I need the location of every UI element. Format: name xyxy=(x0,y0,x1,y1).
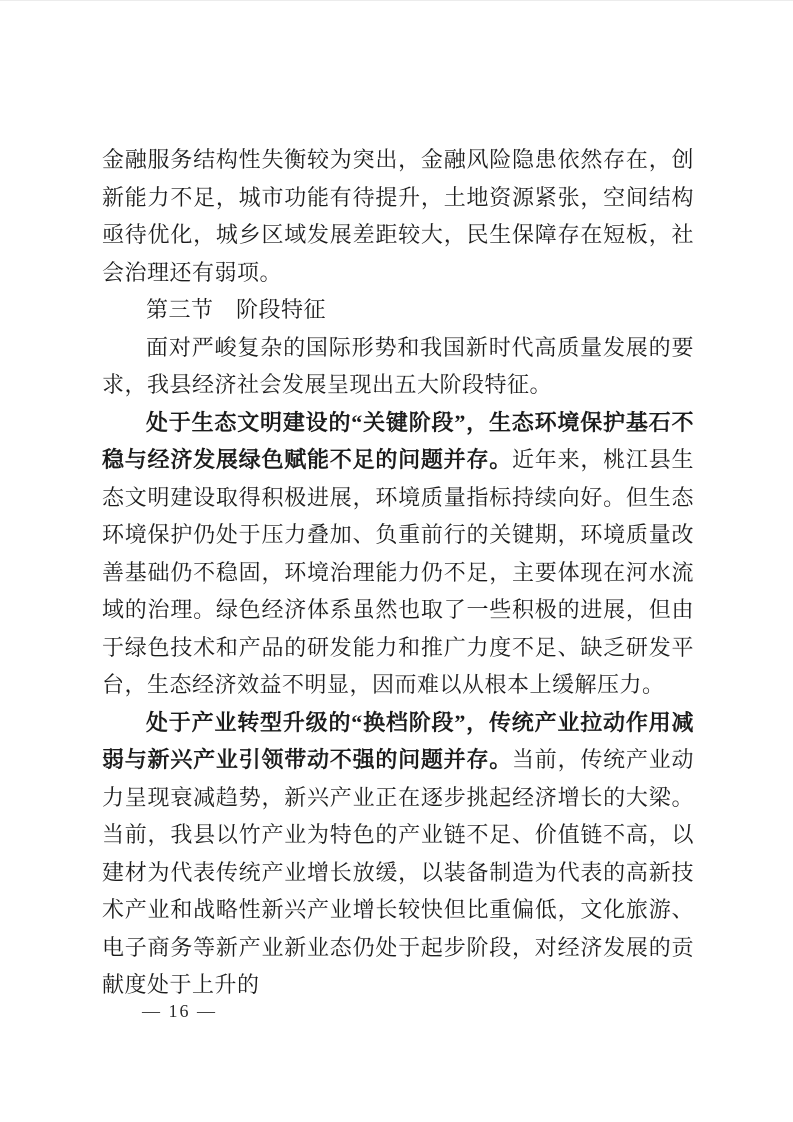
paragraph-intro: 面对严峻复杂的国际形势和我国新时代高质量发展的要求，我县经济社会发展呈现出五大阶段特征。 xyxy=(102,334,694,397)
document-body xyxy=(102,141,694,1004)
stage-ecology-lead-bold: 处于生态文明建设的“关键阶段”，生态环境保护基石不稳与经济发展绿色赋能不足的问题并存。 xyxy=(102,409,694,472)
stage-industry-body-text: 当前，传统产业动力呈现衰减趋势，新兴产业正在逐步挑起经济增长的大梁。当前，我县以竹产业为特色的产业链不足、价值链不高，以建材为代表传统产业增长放缓，以装备制造为代表的高新技术产业和战略性新兴产业增长较快但比重偏低，文化旅游、电子商务等新产业新业态仍处于起步阶段，对经济发展的贡献度处于上升的 xyxy=(102,747,694,997)
stage-ecology-body-text: 近年来，桃江县生态文明建设取得积极进展，环境质量指标持续向好。但生态环境保护仍处于压力叠加、负重前行的关键期，环境质量改善基础仍不稳固，环境治理能力仍不足，主要体现在河水流域的治理。绿色经济体系虽然也取了一些积极的进展，但由于绿色技术和产品的研发能力和推广力度不足、缺乏研发平台，生态经济效益不明显，因而难以从根本上缓解压力。 xyxy=(102,447,694,697)
paragraph-stage-industry xyxy=(102,704,694,1004)
stage-industry-lead-bold: 处于产业转型升级的“换档阶段”，传统产业拉动作用减弱与新兴产业引领带动不强的问题并存。 xyxy=(102,709,694,772)
page-number: — 16 — xyxy=(142,1001,217,1021)
paragraph-stage-ecology xyxy=(102,404,694,704)
paragraph-continuation: 金融服务结构性失衡较为突出，金融风险隐患依然存在，创新能力不足，城市功能有待提升，土地资源紧张，空间结构亟待优化，城乡区域发展差距较大，民生保障存在短板，社会治理还有弱项。 xyxy=(102,147,694,285)
section-heading: 第三节 阶段特征 xyxy=(146,297,327,322)
